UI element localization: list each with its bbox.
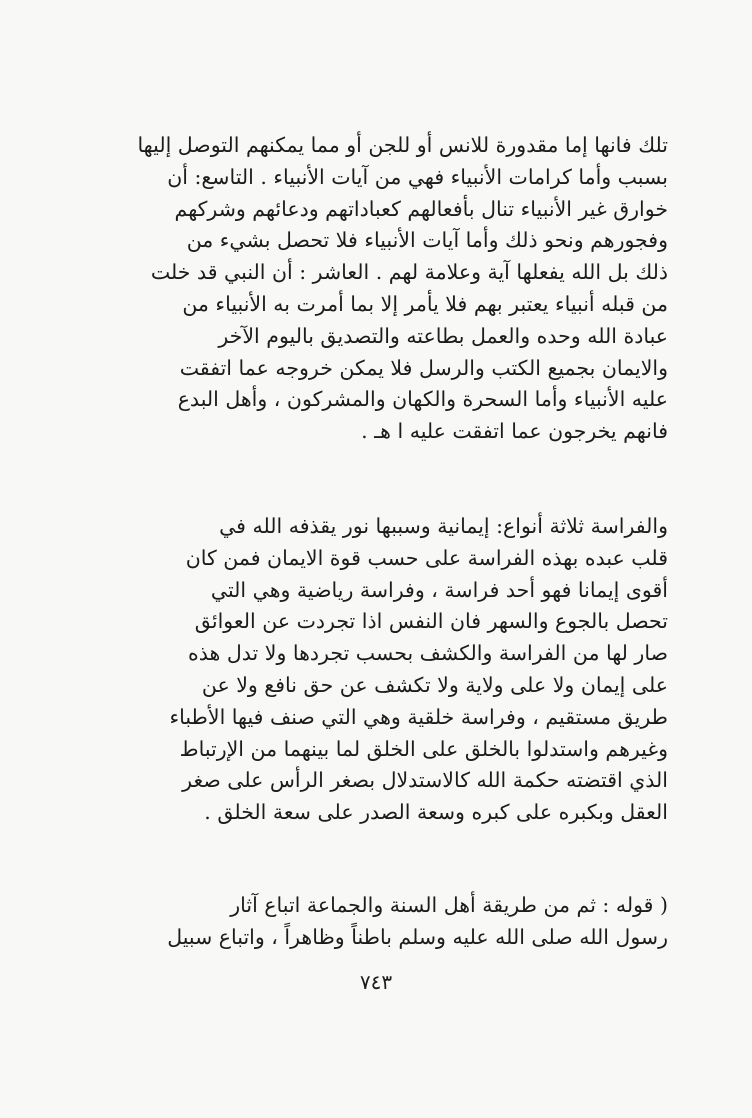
text-line: عليه الأنبياء وأما السحرة والكهان والمشركون ، وأهل البدع — [177, 387, 668, 412]
text-line: والفراسة ثلاثة أنواع: إيمانية وسببها نور يقذفه الله في — [219, 514, 668, 538]
text-line: تلك فانها إما مقدورة للانس أو للجن أو مما يمكنهم التوصل إليها — [137, 133, 668, 157]
text-line: من قبله أنبياء يعتبر بهم فلا يأمر إلا بما أمرت به الأنبياء من — [182, 291, 668, 316]
text-line: خوارق غير الأنبياء تنال بأفعالهم كعباداتهم ودعائهم وشركهم — [174, 196, 668, 221]
text-line: ( قوله : ثم من طريقة أهل السنة والجماعة اتباع آثار — [230, 893, 668, 917]
text-line: رسول الله صلى الله عليه وسلم باطناً وظاهراً ، واتباع سبيل — [167, 924, 668, 949]
text-line: الذي اقتضته حكمة الله كالاستدلال بصغر الرأس على صغر — [182, 768, 668, 793]
text-line: أقوى إيمانا فهو أحد فراسة ، وفراسة رياضية وهي التي — [210, 577, 668, 602]
text-line: عبادة الله وحده والعمل بطاعته والتصديق باليوم الآخر — [218, 323, 668, 348]
text-line: على إيمان ولا على ولاية ولا تكشف عن حق نافع ولا عن — [201, 672, 668, 697]
text-line: والايمان بجميع الكتب والرسل فلا يمكن خروجه عما اتفقت — [179, 355, 668, 380]
paragraph-3 — [120, 890, 668, 954]
text-line: وغيرهم واستدلوا بالخلق على الخلق لما بينهما من الإرتباط — [179, 736, 668, 761]
paragraph-1 — [120, 130, 668, 448]
paragraph-2 — [120, 511, 668, 829]
page-number: ٧٤٣ — [359, 970, 393, 994]
text-line: صار لها من الفراسة والكشف بحسب تجردها ولا تدل هذه — [188, 641, 668, 666]
text-line: قلب عبده بهذه الفراسة على حسب قوة الايمان فمن كان — [185, 545, 668, 570]
text-line: وفجورهم ونحو ذلك وأما آيات الأنبياء فلا تحصل بشيء من — [186, 228, 668, 253]
text-line: فانهم يخرجون عما اتفقت عليه ا هـ . — [361, 419, 668, 444]
text-line: العقل وبكبره على كبره وسعة الصدر على سعة الخلق . — [204, 800, 668, 825]
text-line: طريق مستقيم ، وفراسة خلقية وهي التي صنف فيها الأطباء — [169, 704, 668, 729]
text-line: ذلك بل الله يفعلها آية وعلامة لهم . العاشر : أن النبي قد خلت — [150, 260, 668, 285]
text-line: بسبب وأما كرامات الأنبياء فهي من آيات الأنبياء . التاسع: أن — [167, 164, 668, 189]
text-line: تحصل بالجوع والسهر فان النفس اذا تجردت عن العوائق — [194, 609, 668, 634]
